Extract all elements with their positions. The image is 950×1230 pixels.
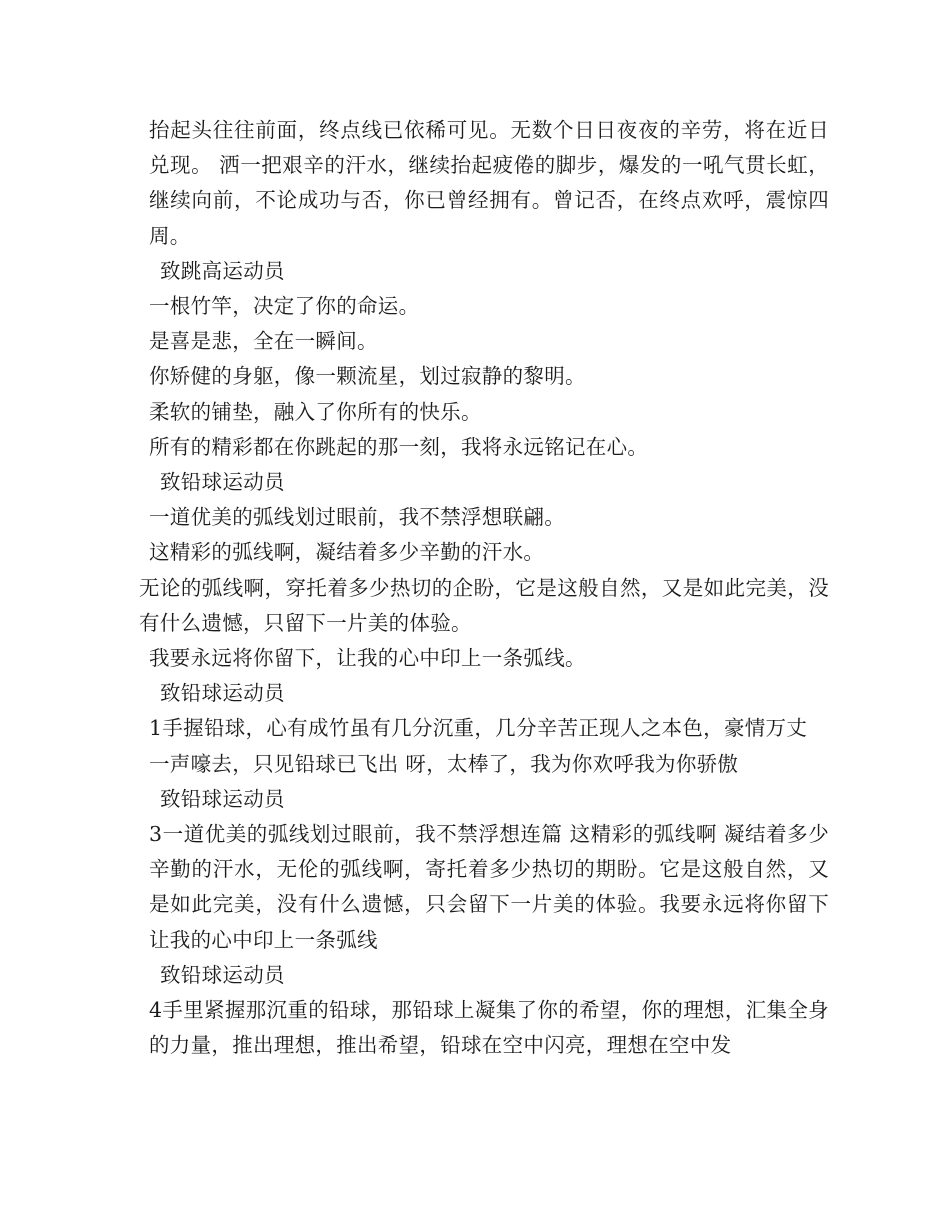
paragraph-line: 一声嚎去，只见铅球已飞出 呀，太棒了，我为你欢呼我为你骄傲 (149, 751, 739, 776)
paragraph: 4手里紧握那沉重的铅球，那铅球上凝集了你的希望，你的理想，汇集全身的力量，推出理想，推出希望，铅球在空中闪亮，理想在空中发 (149, 998, 829, 1058)
paragraph: 1手握铅球，心有成竹虽有几分沉重，几分辛苦正现人之本色，豪情万丈 (149, 716, 808, 741)
section-heading: 致跳高运动员 (160, 258, 285, 283)
paragraph-line: 一根竹竿，决定了你的命运。 (149, 294, 420, 319)
paragraph-line: 一道优美的弧线划过眼前，我不禁浮想联翩。 (149, 505, 565, 530)
paragraph-line: 这精彩的弧线啊，凝结着多少辛勤的汗水。 (149, 540, 545, 565)
section-heading: 致铅球运动员 (160, 962, 285, 987)
section-heading: 致铅球运动员 (160, 470, 285, 495)
section-heading: 致铅球运动员 (160, 681, 285, 706)
section-heading: 致铅球运动员 (160, 786, 285, 811)
paragraph-line: 我要永远将你留下，让我的心中印上一条弧线。 (149, 646, 586, 671)
document-body (139, 113, 829, 1063)
paragraph: 抬起头往往前面，终点线已依稀可见。无数个日日夜夜的辛劳，将在近日兑现。 洒一把艰辛的汗水，继续抬起疲倦的脚步，爆发的一吼气贯长虹，继续向前，不论成功与否，你已曾经拥有。曾记否，在终点欢呼，震惊四周。 (149, 118, 829, 248)
paragraph: 无论的弧线啊，穿托着多少热切的企盼，它是这般自然，又是如此完美，没有什么遗憾，只留下一片美的体验。 (139, 575, 829, 635)
paragraph-line: 所有的精彩都在你跳起的那一刻，我将永远铭记在心。 (149, 434, 649, 459)
paragraph-line: 是喜是悲，全在一瞬间。 (149, 329, 378, 354)
paragraph-line: 柔软的铺垫，融入了你所有的快乐。 (149, 399, 482, 424)
paragraph-line: 你矫健的身躯，像一颗流星，划过寂静的黎明。 (149, 364, 586, 389)
paragraph: 3一道优美的弧线划过眼前，我不禁浮想连篇 这精彩的弧线啊 凝结着多少辛勤的汗水，无伦的弧线啊，寄托着多少热切的期盼。它是这般自然，又是如此完美，没有什么遗憾，只会留下一片美的体验。我要永远将你留下 让我的心中印上一条弧线 (149, 822, 829, 952)
